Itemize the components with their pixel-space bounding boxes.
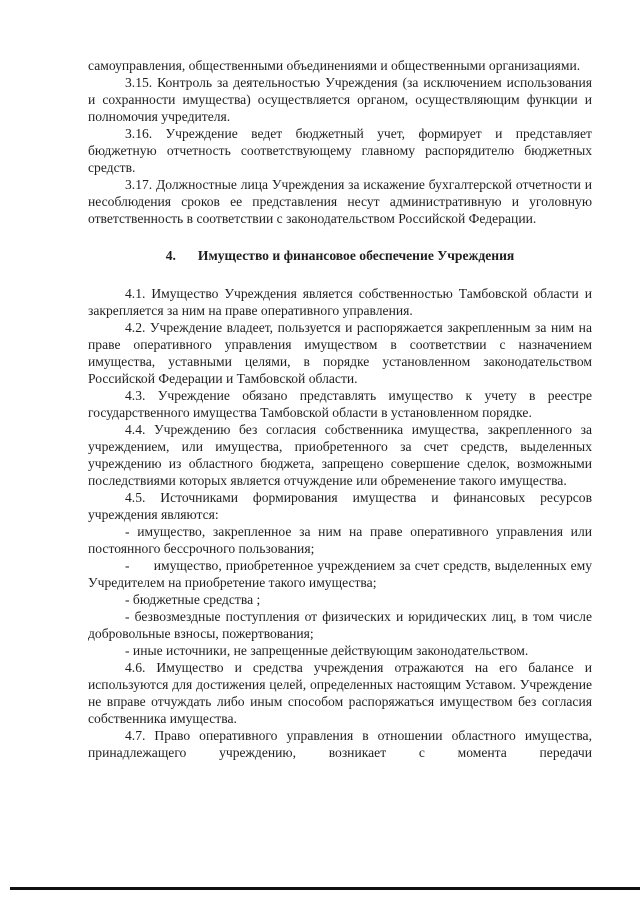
section-title: Имущество и финансовое обеспечение Учреждения [197,248,515,263]
paragraph-4-3: 4.3. Учреждение обязано представлять имущество к учету в реестре государственного имущества Тамбовской области в установленном порядке. [88,388,592,420]
section-number: 4. [165,248,176,263]
paragraph-4-5: 4.5. Источниками формирования имущества и финансовых ресурсов учреждения являются: [88,490,592,522]
section-heading [88,247,592,264]
paragraph-3-17: 3.17. Должностные лица Учреждения за искажение бухгалтерской отчетности и несоблюдения сроков ее представления несут административную и уголовную ответственность в соответствии с законодательством Российской Федерации. [88,177,592,226]
paragraph-4-7: 4.7. Право оперативного управления в отношении областного имущества, принадлежащего учреждению, возникает с момента передачи [88,728,592,760]
paragraph-continuation: самоуправления, общественными объединениями и общественными организациями. [88,58,581,73]
paragraph-4-1: 4.1. Имущество Учреждения является собственностью Тамбовской области и закрепляется за ним на праве оперативного управления. [88,286,592,318]
document-body [88,57,596,761]
list-item-donations: - безвозмездные поступления от физических и юридических лиц, в том числе добровольные взносы, пожертвования; [88,609,592,641]
paragraph-4-6: 4.6. Имущество и средства учреждения отражаются на его балансе и используются для достижения целей, определенных настоящим Уставом. Учреждение не вправе отчуждать либо иным способом распоряжаться имуществом без согласия собственника имущества. [88,660,592,726]
paragraph-4-4: 4.4. Учреждению без согласия собственника имущества, закрепленного за учреждением, или имущества, приобретенного за счет средств, выделенных учреждению из областного бюджета, запрещено совершение сделок, возможными последствиями которых является отчуждение или обременение такого имущества. [88,422,592,488]
list-item-acquired-property: - имущество, приобретенное учреждением за счет средств, выделенных ему Учредителем на приобретение такого имущества; [88,558,596,590]
paragraph-3-15: 3.15. Контроль за деятельностью Учреждения (за исключением использования и сохранности имущества) осуществляется органом, осуществляющим функции и полномочия учредителя. [88,75,592,124]
list-item-assigned-property: - имущество, закрепленное за ним на праве оперативного управления или постоянного бессрочного пользования; [88,524,592,556]
paragraph-4-2: 4.2. Учреждение владеет, пользуется и распоряжается закрепленным за ним на праве оперативного управления имуществом в соответствии с назначением имущества, уставными целями, в порядке установленном законодательством Российской Федерации и Тамбовской области. [88,320,592,386]
page-bottom-rule [10,887,640,890]
paragraph-3-16: 3.16. Учреждение ведет бюджетный учет, формирует и представляет бюджетную отчетность соответствующему главному распорядителю бюджетных средств. [88,126,592,175]
list-item-other-sources: - иные источники, не запрещенные действующим законодательством. [125,643,529,658]
list-item-budget-funds: - бюджетные средства ; [125,592,261,607]
